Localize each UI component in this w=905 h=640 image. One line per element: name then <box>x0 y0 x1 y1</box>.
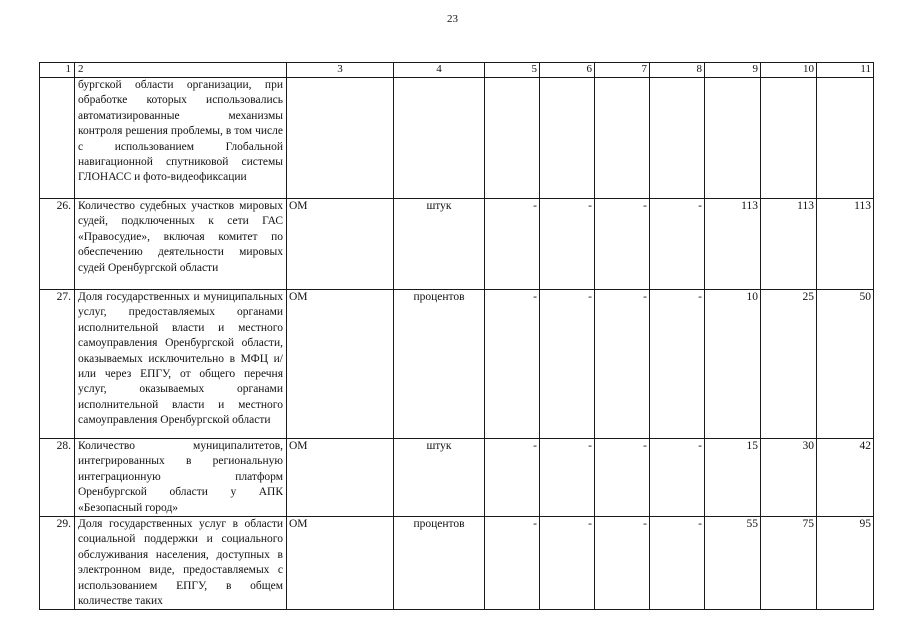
table-row <box>40 199 874 290</box>
value-cell: - <box>595 517 650 610</box>
indicator-type: ОМ <box>287 439 394 517</box>
column-header: 10 <box>761 63 817 78</box>
unit-of-measure: процентов <box>394 290 485 439</box>
indicator-name: бургской области организации, при обработке которых использовались автоматизированные механизмы контроля решения проблемы, в том числе с использованием Глобальной навигационной спутниковой системы ГЛОНАСС и фото-видеофиксации <box>75 78 287 199</box>
value-cell: - <box>485 517 540 610</box>
value-cell: - <box>540 439 595 517</box>
indicator-name: Доля государственных услуг в области социальной поддержки и социального обслуживания населения, доступных в электронном виде, предоставляемых с использованием ЕПГУ, в общем количестве таких <box>75 517 287 610</box>
value-cell: 95 <box>817 517 874 610</box>
value-cell: 10 <box>705 290 761 439</box>
column-header: 8 <box>650 63 705 78</box>
value-cell: 50 <box>817 290 874 439</box>
column-header: 5 <box>485 63 540 78</box>
indicator-type <box>287 78 394 199</box>
column-header: 7 <box>595 63 650 78</box>
value-cell: - <box>650 199 705 290</box>
value-cell: 75 <box>761 517 817 610</box>
indicators-table <box>39 62 874 610</box>
table-row <box>40 517 874 610</box>
value-cell: - <box>540 199 595 290</box>
value-cell: - <box>595 439 650 517</box>
value-cell: - <box>650 517 705 610</box>
value-cell: - <box>485 439 540 517</box>
value-cell: - <box>485 290 540 439</box>
table-header-row <box>40 63 874 78</box>
value-cell <box>705 78 761 199</box>
column-header: 2 <box>75 63 287 78</box>
value-cell: 25 <box>761 290 817 439</box>
indicator-name: Доля государственных и муниципальных услуг, предоставляемых органами исполнительной власти и местного самоуправления Оренбургской области, оказываемых исключительно в МФЦ и/или через ЕПГУ, от общего перечня услуг, оказываемых органами исполнительной власти и местного самоуправления Оренбургской области <box>75 290 287 439</box>
indicator-name: Количество муниципалитетов, интегрированных в региональную интеграционную платформ Оренбургской области у АПК «Безопасный город» <box>75 439 287 517</box>
column-header: 11 <box>817 63 874 78</box>
value-cell <box>540 78 595 199</box>
table-row <box>40 78 874 199</box>
value-cell: - <box>540 290 595 439</box>
value-cell <box>650 78 705 199</box>
unit-of-measure: штук <box>394 199 485 290</box>
value-cell: 113 <box>705 199 761 290</box>
column-header: 1 <box>40 63 75 78</box>
table-row <box>40 290 874 439</box>
value-cell: 30 <box>761 439 817 517</box>
value-cell: 113 <box>761 199 817 290</box>
value-cell: - <box>595 290 650 439</box>
value-cell: - <box>650 290 705 439</box>
unit-of-measure: штук <box>394 439 485 517</box>
value-cell: - <box>540 517 595 610</box>
value-cell: - <box>485 199 540 290</box>
indicator-type: ОМ <box>287 517 394 610</box>
column-header: 3 <box>287 63 394 78</box>
column-header: 9 <box>705 63 761 78</box>
value-cell <box>485 78 540 199</box>
row-number: 26. <box>40 199 75 290</box>
unit-of-measure: процентов <box>394 517 485 610</box>
value-cell: 42 <box>817 439 874 517</box>
value-cell: 15 <box>705 439 761 517</box>
value-cell: - <box>595 199 650 290</box>
table-row <box>40 439 874 517</box>
row-number: 27. <box>40 290 75 439</box>
value-cell <box>817 78 874 199</box>
value-cell: 113 <box>817 199 874 290</box>
column-header: 4 <box>394 63 485 78</box>
unit-of-measure <box>394 78 485 199</box>
value-cell: 55 <box>705 517 761 610</box>
indicator-type: ОМ <box>287 290 394 439</box>
value-cell <box>595 78 650 199</box>
indicator-name: Количество судебных участков мировых судей, подключенных к сети ГАС «Правосудие», включая комитет по обеспечению деятельности мировых судей Оренбургской области <box>75 199 287 290</box>
row-number <box>40 78 75 199</box>
value-cell <box>761 78 817 199</box>
value-cell: - <box>650 439 705 517</box>
page-number: 23 <box>447 13 458 25</box>
indicator-type: ОМ <box>287 199 394 290</box>
row-number: 28. <box>40 439 75 517</box>
row-number: 29. <box>40 517 75 610</box>
column-header: 6 <box>540 63 595 78</box>
